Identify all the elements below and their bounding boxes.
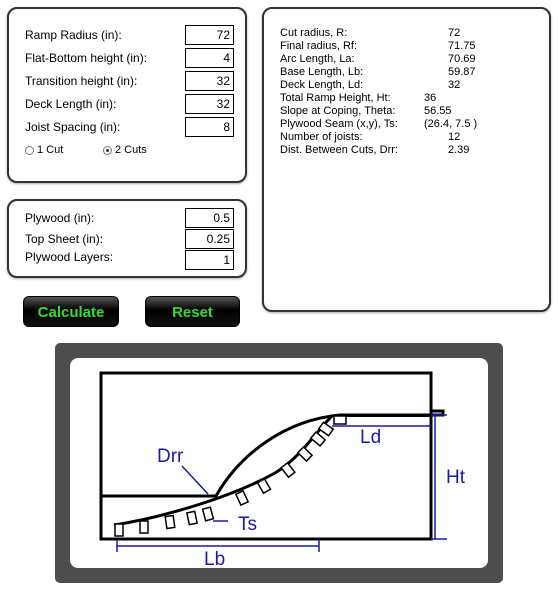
joist: [334, 416, 346, 424]
result-label: Base Length, Lb:: [280, 66, 364, 78]
result-label: Slope at Coping, Theta:: [280, 105, 396, 117]
top-sheet-input[interactable]: [185, 229, 234, 249]
ramp-diagram-svg: [70, 358, 488, 568]
result-label: Cut radius, R:: [280, 27, 348, 39]
result-row: [264, 40, 549, 52]
transition-row: [9, 71, 245, 91]
deck-length-row: [9, 94, 245, 114]
result-value: 71.75: [448, 40, 476, 52]
ramp-radius-label: Ramp Radius (in):: [25, 28, 122, 42]
joist: [140, 521, 148, 533]
plywood-layers-input[interactable]: [185, 250, 234, 270]
ramp-inputs-panel: [7, 7, 247, 183]
result-value: (26.4, 7.5 ): [424, 118, 478, 130]
result-value: 70.69: [448, 53, 476, 65]
reset-button[interactable]: Reset: [145, 296, 240, 327]
deck-length-label: Deck Length (in):: [25, 97, 117, 111]
two-cuts-radio[interactable]: [103, 146, 112, 155]
results-panel: [262, 7, 551, 312]
plywood-layers-row: [9, 250, 245, 270]
deck-length-input[interactable]: [185, 94, 234, 114]
top-sheet-row: [9, 229, 245, 249]
one-cut-label: 1 Cut: [37, 144, 64, 156]
result-label: Deck Length, Ld:: [280, 79, 364, 91]
result-row: [264, 118, 549, 130]
result-label: Total Ramp Height, Ht:: [280, 92, 391, 104]
joist-spacing-input[interactable]: [185, 117, 234, 137]
result-value: 32: [448, 79, 461, 91]
ht-label: Ht: [446, 467, 465, 488]
two-cuts-option[interactable]: [103, 144, 147, 156]
ramp-radius-input[interactable]: [185, 25, 234, 45]
ts-label: Ts: [238, 514, 257, 535]
plywood-layers-label: Plywood Layers:: [25, 250, 114, 264]
result-row: [264, 79, 549, 91]
result-row: [264, 53, 549, 65]
result-value: 72: [448, 27, 461, 39]
result-row: [264, 27, 549, 39]
result-row: [264, 131, 549, 143]
joist: [187, 511, 197, 524]
joist: [258, 479, 271, 493]
ramp-outline: [101, 373, 443, 496]
result-label: Number of joists:: [280, 131, 363, 143]
plywood-input[interactable]: [185, 208, 234, 228]
drr-label: Drr: [157, 446, 184, 467]
ramp-diagram-frame: [55, 343, 503, 583]
joist: [115, 524, 123, 536]
ramp-radius-row: [9, 25, 245, 45]
result-value: 2.39: [448, 144, 470, 156]
top-sheet-label: Top Sheet (in):: [25, 232, 104, 246]
result-row: [264, 144, 549, 156]
flat-bottom-label: Flat-Bottom height (in):: [25, 51, 148, 65]
two-cuts-label: 2 Cuts: [115, 144, 147, 156]
result-value: 59.87: [448, 66, 476, 78]
plywood-panel: [7, 199, 247, 278]
joist-spacing-row: [9, 117, 245, 137]
result-row: [264, 92, 549, 104]
one-cut-radio[interactable]: [25, 146, 34, 155]
result-value: 56.55: [424, 105, 452, 117]
ramp-diagram: [70, 358, 488, 568]
result-value: 12: [448, 131, 461, 143]
result-row: [264, 105, 549, 117]
result-label: Dist. Between Cuts, Drr:: [280, 144, 398, 156]
plywood-row: [9, 208, 245, 228]
ramp-lower-outline: [101, 411, 431, 539]
calculate-button[interactable]: Calculate: [23, 296, 119, 327]
joist: [165, 516, 175, 529]
drr-pointer: [182, 466, 208, 494]
result-label: Arc Length, La:: [280, 53, 355, 65]
joist: [298, 447, 312, 461]
result-value: 36: [424, 92, 437, 104]
result-label: Final radius, Rf:: [280, 40, 358, 52]
one-cut-option[interactable]: [25, 144, 63, 156]
result-label: Plywood Seam (x,y), Ts:: [280, 118, 398, 130]
transition-label: Transition height (in):: [25, 74, 138, 88]
result-row: [264, 66, 549, 78]
flat-bottom-input[interactable]: [185, 48, 234, 68]
joist: [319, 422, 333, 435]
ramp-surface-curve: [114, 416, 332, 525]
joist-spacing-label: Joist Spacing (in):: [25, 120, 121, 134]
joist: [236, 491, 248, 505]
transition-input[interactable]: [185, 71, 234, 91]
joist: [311, 432, 325, 446]
lb-label: Lb: [204, 549, 226, 568]
joist: [203, 507, 214, 521]
flat-bottom-row: [9, 48, 245, 68]
plywood-label: Plywood (in):: [25, 211, 95, 225]
joist: [281, 463, 295, 477]
ld-label: Ld: [360, 427, 382, 448]
